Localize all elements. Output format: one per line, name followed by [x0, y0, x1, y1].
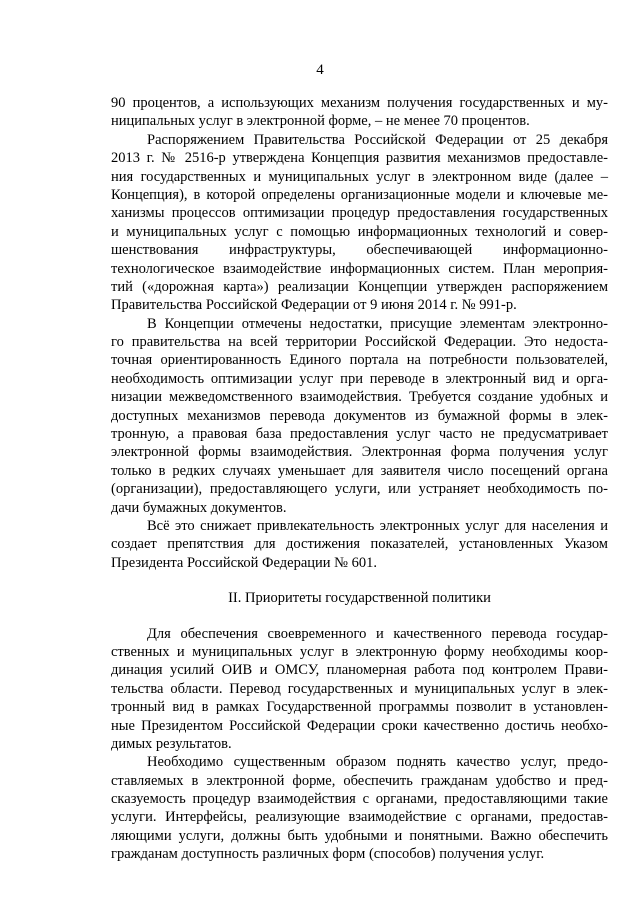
text-line: точная ориентированность Единого портала на потребности пользователей,	[111, 352, 608, 369]
text-line: димых результатов.	[111, 735, 232, 752]
paragraph	[111, 625, 608, 754]
paragraphs-before-heading	[111, 94, 608, 572]
text-line: технологическое взаимодействие информационных систем. План мероприя-	[111, 260, 608, 277]
text-line: ные Президентом Российской Федерации сроки качественно достичь необхо-	[111, 717, 608, 734]
text-line: ставляемых в электронной форме, обеспечить гражданам удобство и пред-	[111, 772, 608, 789]
text-line: сказуемость процедур взаимодействия с органами, предоставляющими такие	[111, 791, 608, 808]
text-line: необходимость оптимизации услуг при переводе в электронный вид и орга-	[111, 370, 608, 387]
text-line: Правительства Российской Федерации от 9 июня 2014 г. № 991-р.	[111, 297, 517, 314]
text-line: услуги. Интерфейсы, реализующие взаимодействие с органами, предостав-	[111, 809, 608, 826]
document-body	[111, 94, 608, 864]
text-line: шенствования инфраструктуры, обеспечивающей информационно-	[111, 242, 608, 259]
text-line: (организации), предоставляющего услуги, или устраняет необходимость по-	[111, 481, 608, 498]
text-line: доступных механизмов перевода документов из бумажной формы в элек-	[111, 407, 608, 424]
paragraph	[111, 517, 608, 572]
text-line: В Концепции отмечены недостатки, присущие элементам электронно-	[147, 315, 608, 332]
text-line: Концепция), в которой определены организационные модели и ключевые ме-	[111, 186, 608, 203]
text-line: динация усилий ОИВ и ОМСУ, планомерная работа под контролем Прави-	[111, 662, 608, 679]
page-number: 4	[316, 62, 324, 78]
text-line: электронной формы взаимодействия. Электронная форма получения услуг	[111, 444, 608, 461]
text-line: Всё это снижает привлекательность электронных услуг для населения и	[147, 517, 608, 534]
text-line: ляющими услуги, должны быть удобными и понятными. Важно обеспечить	[111, 827, 608, 844]
text-line: тронную, а правовая база предоставления услуг часто не предусматривает	[111, 426, 608, 443]
text-line: Президента Российской Федерации № 601.	[111, 554, 377, 571]
text-line: ния государственных и муниципальных услуг в электронном виде (далее –	[111, 168, 608, 185]
text-line: и муниципальных услуг с помощью информационных технологий и совер-	[111, 223, 608, 240]
text-line: Для обеспечения своевременного и качественного перевода государ-	[147, 625, 608, 642]
text-line: только в редких случаях уменьшает для заявителя число посещений органа	[111, 462, 608, 479]
paragraphs-after-heading	[111, 625, 608, 864]
text-line: ханизмы процессов оптимизации процедур предоставления государственных	[111, 205, 608, 222]
text-line: тельства области. Перевод государственных и муниципальных услуг в элек-	[111, 680, 608, 697]
paragraph	[111, 131, 608, 315]
text-line: тронный вид в рамках Государственной программы позволит в установлен-	[111, 699, 608, 716]
text-line: 2013 г. № 2516-р утверждена Концепция развития механизмов предоставле-	[111, 150, 608, 167]
text-line: ниципальных услуг в электронной форме, – не менее 70 процентов.	[111, 113, 530, 130]
paragraph	[111, 315, 608, 517]
text-line: дачи бумажных документов.	[111, 499, 287, 516]
text-line: го правительства на всей территории Российской Федерации. Это недоста-	[111, 334, 608, 351]
text-line: низации межведомственного взаимодействия. Требуется создание удобных и	[111, 389, 608, 406]
text-line: Распоряжением Правительства Российской Федерации от 25 декабря	[147, 131, 608, 148]
text-line: создает препятствия для достижения показателей, установленных Указом	[111, 536, 608, 553]
paragraph	[111, 753, 608, 863]
text-line: гражданам доступность различных форм (способов) получения услуг.	[111, 846, 545, 863]
text-line: тий («дорожная карта») реализации Концепции утвержден распоряжением	[111, 278, 608, 295]
section-heading: II. Приоритеты государственной политики	[228, 590, 491, 607]
text-line: ственных и муниципальных услуг в электронную форму необходимы коор-	[111, 643, 608, 660]
text-line: 90 процентов, а использующих механизм получения государственных и му-	[111, 95, 608, 111]
text-line: Необходимо существенным образом поднять качество услуг, предо-	[147, 754, 608, 771]
paragraph	[111, 94, 608, 131]
